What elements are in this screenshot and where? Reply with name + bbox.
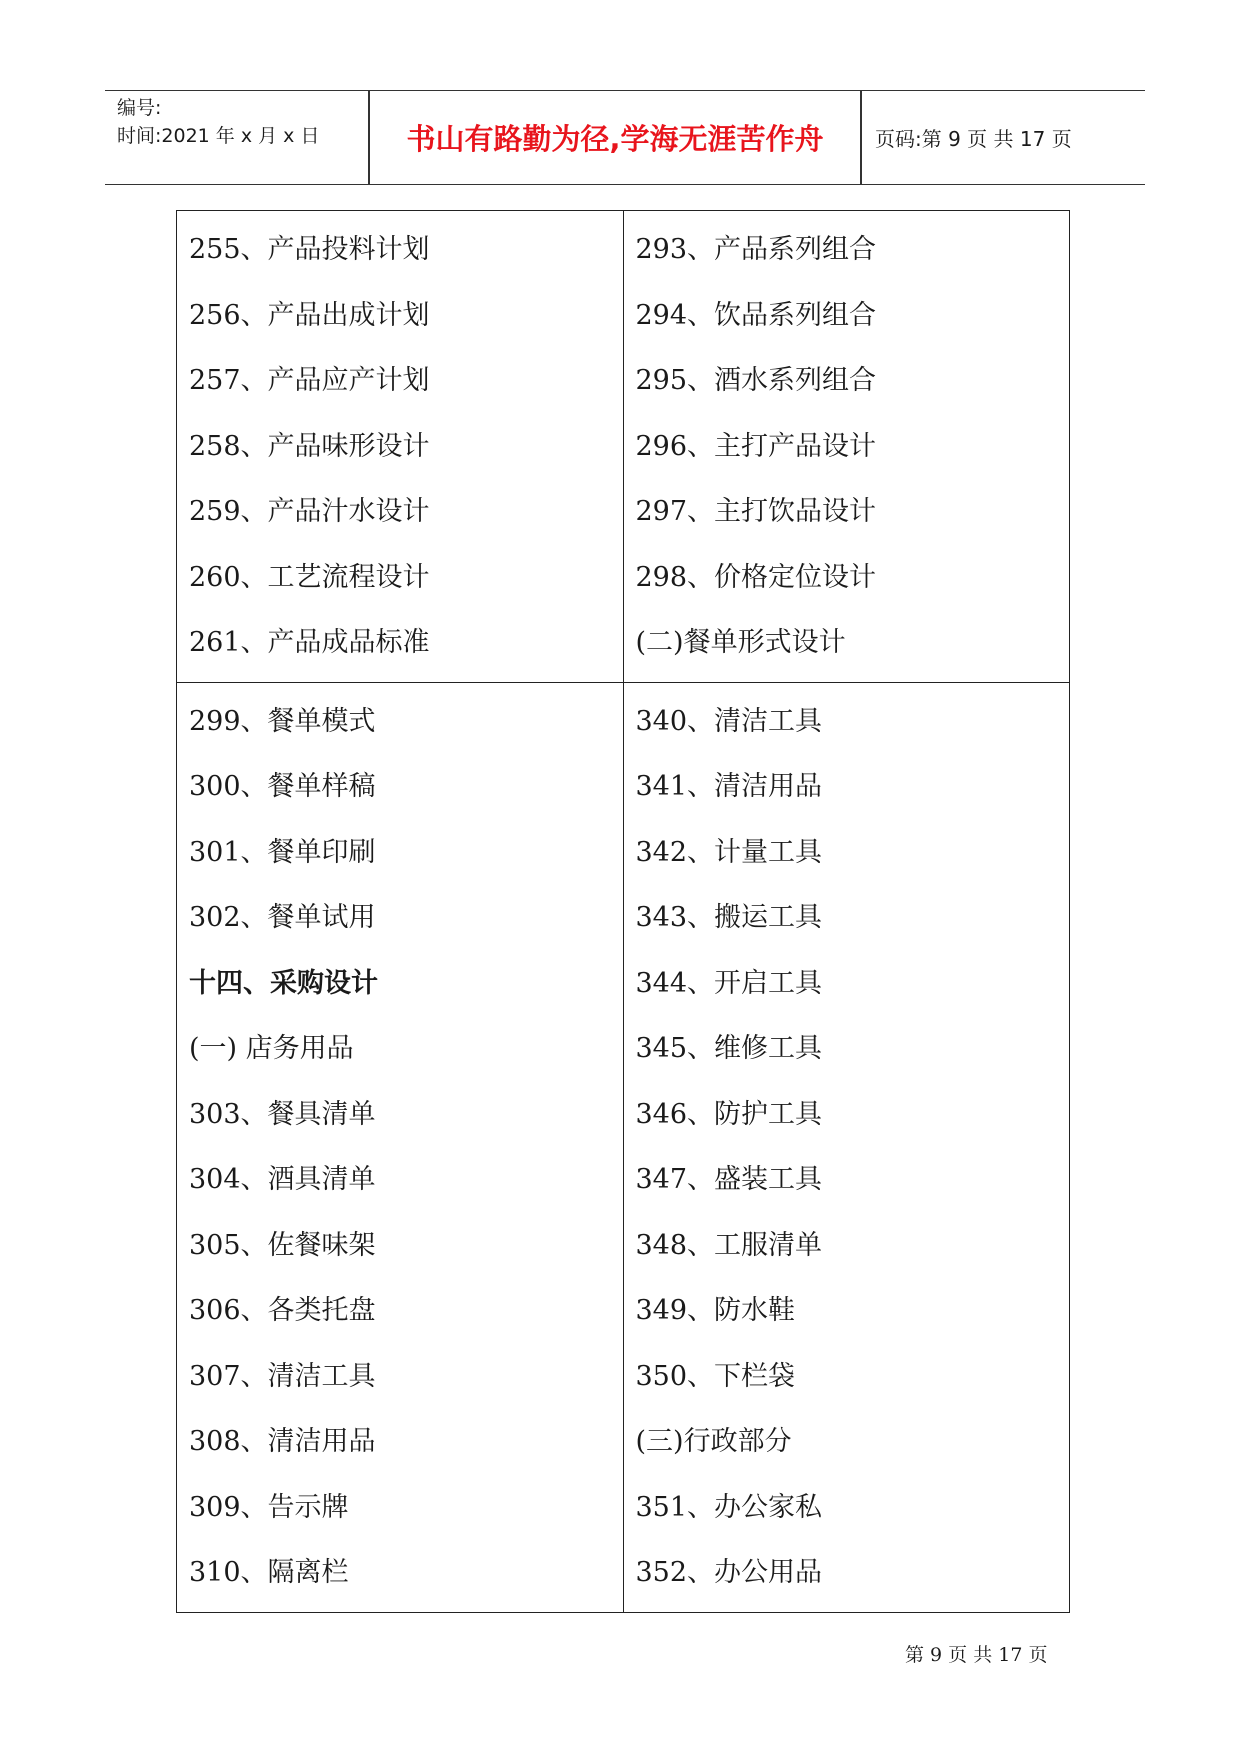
list-item: 295、酒水系列组合 xyxy=(635,365,877,396)
serial-label: 编号: xyxy=(117,97,162,119)
list-item: 293、产品系列组合 xyxy=(635,234,877,265)
list-item: 304、酒具清单 xyxy=(189,1164,376,1195)
list-item: (三)行政部分 xyxy=(635,1426,792,1457)
date-label: 时间:2021 年 x 月 x 日 xyxy=(117,125,320,147)
item-list xyxy=(189,211,623,682)
list-item: 348、工服清单 xyxy=(635,1229,823,1261)
list-item: (一) 店务用品 xyxy=(189,1033,354,1064)
item-table xyxy=(176,210,1070,1613)
list-item: 351、办公家私 xyxy=(635,1491,823,1523)
list-item: 350、下栏袋 xyxy=(635,1360,796,1392)
list-item: 257、产品应产计划 xyxy=(189,365,430,396)
list-item: 344、开启工具 xyxy=(635,967,823,999)
list-item: 299、餐单模式 xyxy=(189,705,376,737)
item-list xyxy=(636,211,1070,682)
list-item: 341、清洁用品 xyxy=(635,771,823,802)
list-item: 305、佐餐味架 xyxy=(189,1229,376,1261)
table-cell-right xyxy=(623,211,1070,683)
list-item: 345、维修工具 xyxy=(635,1033,823,1064)
section-heading: 十四、采购设计 xyxy=(189,967,378,999)
item-list xyxy=(636,683,1070,1612)
list-item: 340、清洁工具 xyxy=(635,705,823,737)
list-item: 347、盛装工具 xyxy=(635,1164,823,1195)
table-cell-left xyxy=(177,682,624,1612)
list-item: 303、餐具清单 xyxy=(189,1098,376,1130)
list-item: 308、清洁用品 xyxy=(189,1426,376,1457)
header-divider xyxy=(860,91,862,184)
list-item: 309、告示牌 xyxy=(189,1491,349,1523)
list-item: 301、餐单印刷 xyxy=(189,836,376,868)
list-item: 256、产品出成计划 xyxy=(189,299,430,331)
footer-page-info: 第 9 页 共 17 页 xyxy=(905,1644,1048,1666)
list-item: 294、饮品系列组合 xyxy=(635,299,877,331)
table-cell-right xyxy=(623,682,1070,1612)
list-item: 342、计量工具 xyxy=(635,836,823,868)
header-page-info: 页码:第 9 页 共 17 页 xyxy=(875,127,1072,151)
list-item: 298、价格定位设计 xyxy=(635,561,877,593)
header-meta xyxy=(117,91,362,184)
list-item: 346、防护工具 xyxy=(635,1098,823,1130)
list-item: 296、主打产品设计 xyxy=(635,430,877,462)
list-item: 259、产品汁水设计 xyxy=(189,496,430,527)
list-item: 300、餐单样稿 xyxy=(189,771,376,802)
list-item: 306、各类托盘 xyxy=(189,1295,376,1326)
list-item: 260、工艺流程设计 xyxy=(189,561,430,593)
list-item: 307、清洁工具 xyxy=(189,1360,376,1392)
list-item: 255、产品投料计划 xyxy=(189,234,430,265)
list-item: 261、产品成品标准 xyxy=(189,627,430,658)
list-item: 310、隔离栏 xyxy=(189,1557,349,1588)
item-list xyxy=(189,683,623,1612)
document-header xyxy=(105,90,1145,185)
list-item: 352、办公用品 xyxy=(635,1557,823,1588)
list-item: 297、主打饮品设计 xyxy=(635,496,877,527)
list-item: 343、搬运工具 xyxy=(635,902,823,933)
table-row xyxy=(177,211,1070,683)
table-row xyxy=(177,682,1070,1612)
list-item: 302、餐单试用 xyxy=(189,902,376,933)
list-item: 258、产品味形设计 xyxy=(189,430,430,462)
list-item: (二)餐单形式设计 xyxy=(635,627,846,658)
list-item: 349、防水鞋 xyxy=(635,1295,796,1326)
header-motto: 书山有路勤为径,学海无涯苦作舟 xyxy=(406,122,824,156)
table-cell-left xyxy=(177,211,624,683)
